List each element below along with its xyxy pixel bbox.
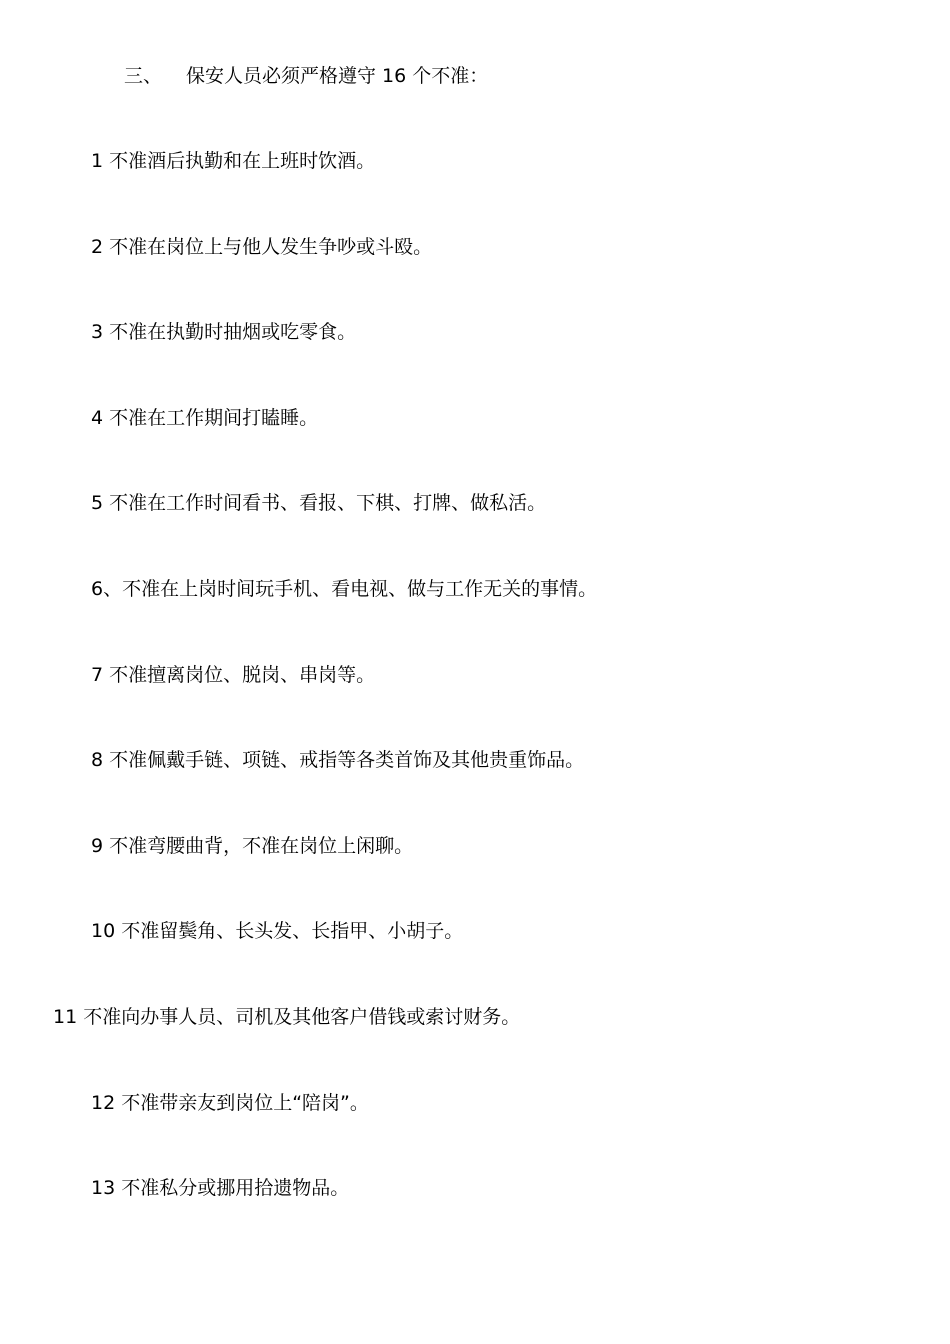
rule-item-6: 6、不准在上岗时间玩手机、看电视、做与工作无关的事情。 <box>91 578 598 600</box>
rule-item-7: 7 不准擅离岗位、脱岗、串岗等。 <box>91 664 376 686</box>
rule-item-10: 10 不准留鬓角、长头发、长指甲、小胡子。 <box>91 920 464 942</box>
rule-item-12: 12 不准带亲友到岗位上“陪岗”。 <box>91 1092 369 1114</box>
rule-item-8: 8 不准佩戴手链、项链、戒指等各类首饰及其他贵重饰品。 <box>91 749 585 771</box>
rule-item-4: 4 不准在工作期间打瞌睡。 <box>91 407 319 429</box>
rule-item-1: 1 不准酒后执勤和在上班时饮酒。 <box>91 150 376 172</box>
rule-item-5: 5 不准在工作时间看书、看报、下棋、打牌、做私活。 <box>91 492 547 514</box>
rule-item-11: 11 不准向办事人员、司机及其他客户借钱或索讨财务。 <box>53 1006 521 1028</box>
rule-item-13: 13 不准私分或挪用拾遗物品。 <box>91 1177 350 1199</box>
section-number: 三、 <box>124 65 163 87</box>
section-title: 保安人员必须严格遵守 16 个不准： <box>186 65 489 87</box>
rule-item-3: 3 不准在执勤时抽烟或吃零食。 <box>91 321 357 343</box>
rule-item-2: 2 不准在岗位上与他人发生争吵或斗殴。 <box>91 236 433 258</box>
rule-item-9: 9 不准弯腰曲背，不准在岗位上闲聊。 <box>91 835 414 857</box>
